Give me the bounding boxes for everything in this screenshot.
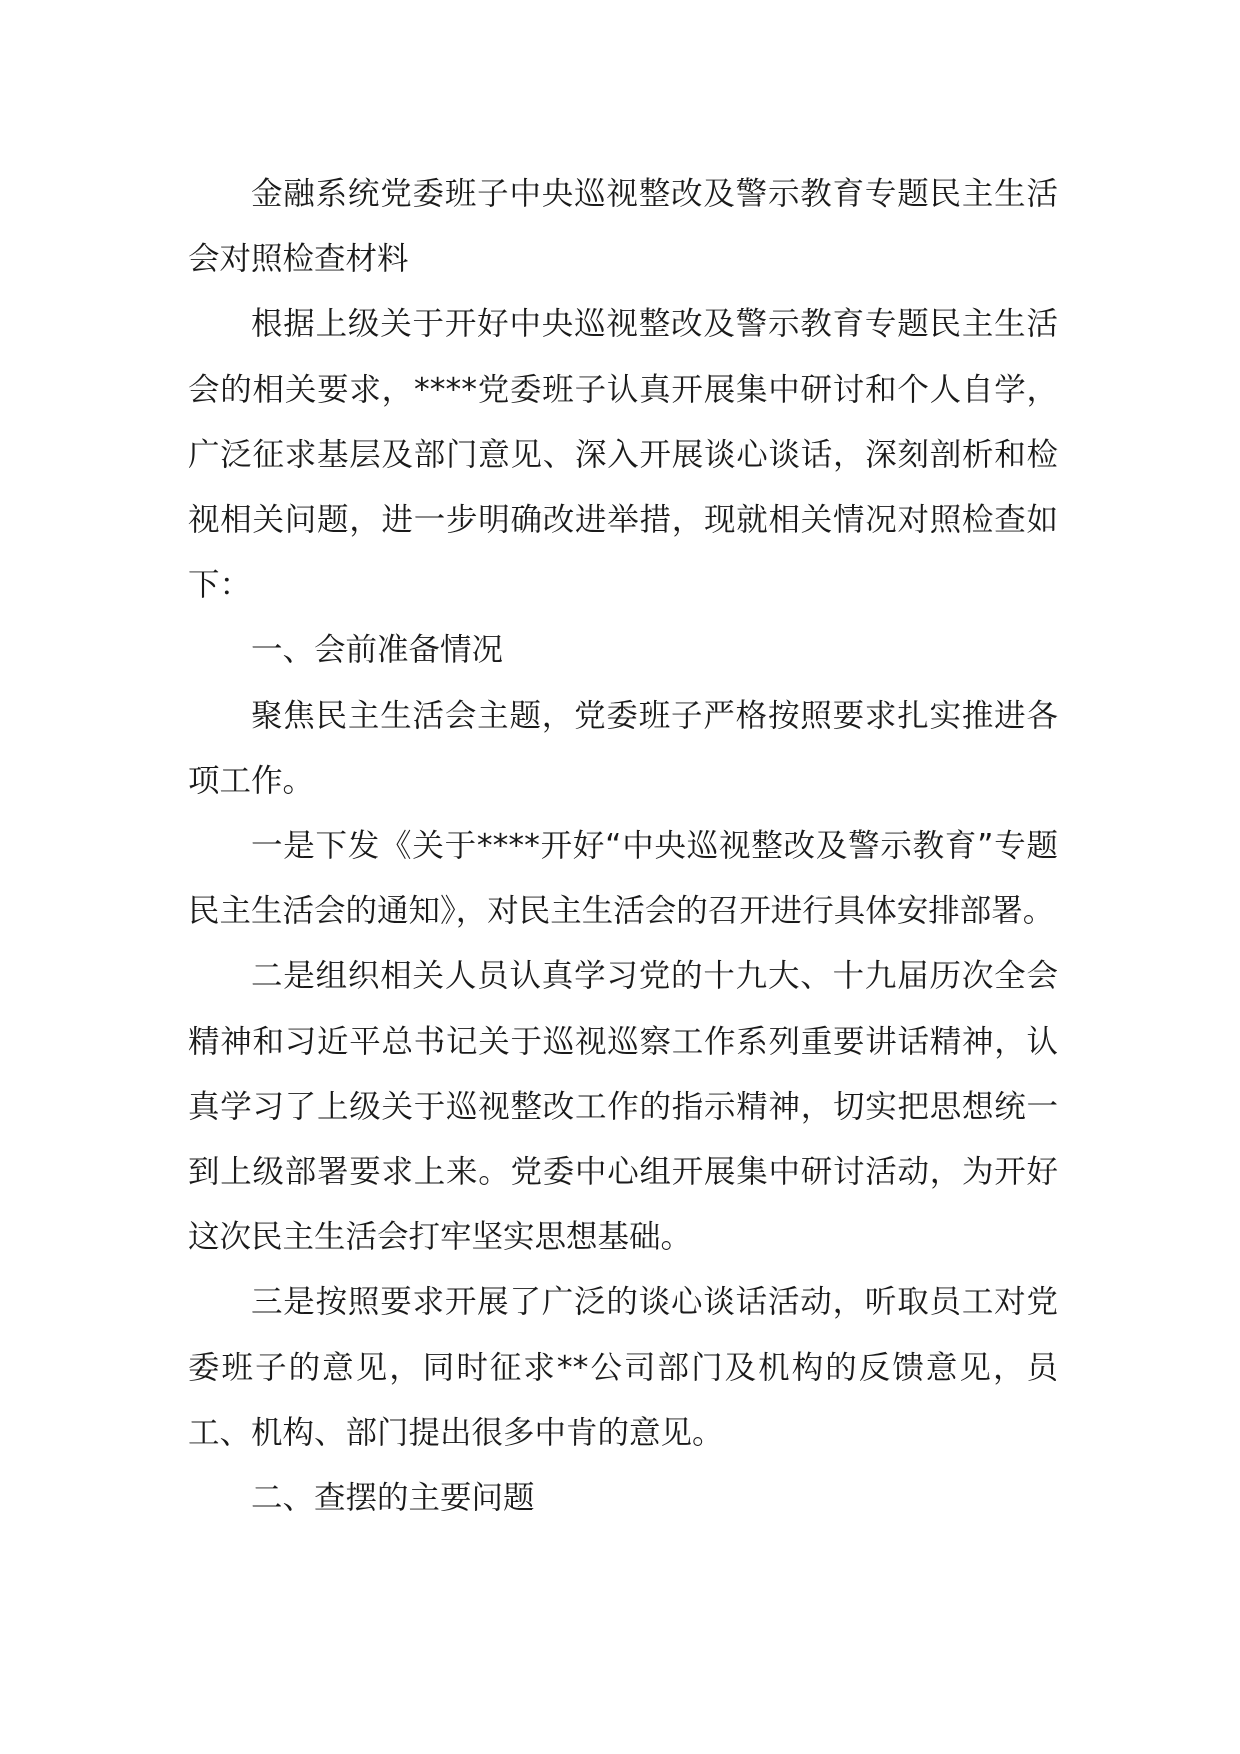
section-heading-problems: 二、查摆的主要问题 [251,1480,535,1517]
preparation-item-three: 三是按照要求开展了广泛的谈心谈话活动，听取员工对党委班子的意见，同时征求**公司部门及机构的反馈意见，员工、机构、部门提出很多中肯的意见。 [188,1284,1058,1451]
section-heading-preparation: 一、会前准备情况 [251,632,504,669]
preparation-item-one: 一是下发《关于****开好“中央巡视整改及警示教育”专题民主生活会的通知》，对民主生活会的召开进行具体安排部署。 [188,828,1058,930]
document-body [188,162,1058,1531]
intro-paragraph: 根据上级关于开好中央巡视整改及警示教育专题民主生活会的相关要求，****党委班子认真开展集中研讨和个人自学，广泛征求基层及部门意见、深入开展谈心谈话，深刻剖析和检视相关问题，进一步明确改进举措，现就相关情况对照检查如下： [188,306,1058,604]
preparation-item-two: 二是组织相关人员认真学习党的十九大、十九届历次全会精神和习近平总书记关于巡视巡察工作系列重要讲话精神，认真学习了上级关于巡视整改工作的指示精神，切实把思想统一到上级部署要求上来。党委中心组开展集中研讨活动，为开好这次民主生活会打牢坚实思想基础。 [188,958,1058,1256]
document-title: 金融系统党委班子中央巡视整改及警示教育专题民主生活会对照检查材料 [188,176,1058,278]
preparation-summary-paragraph: 聚焦民主生活会主题，党委班子严格按照要求扎实推进各项工作。 [188,697,1058,799]
